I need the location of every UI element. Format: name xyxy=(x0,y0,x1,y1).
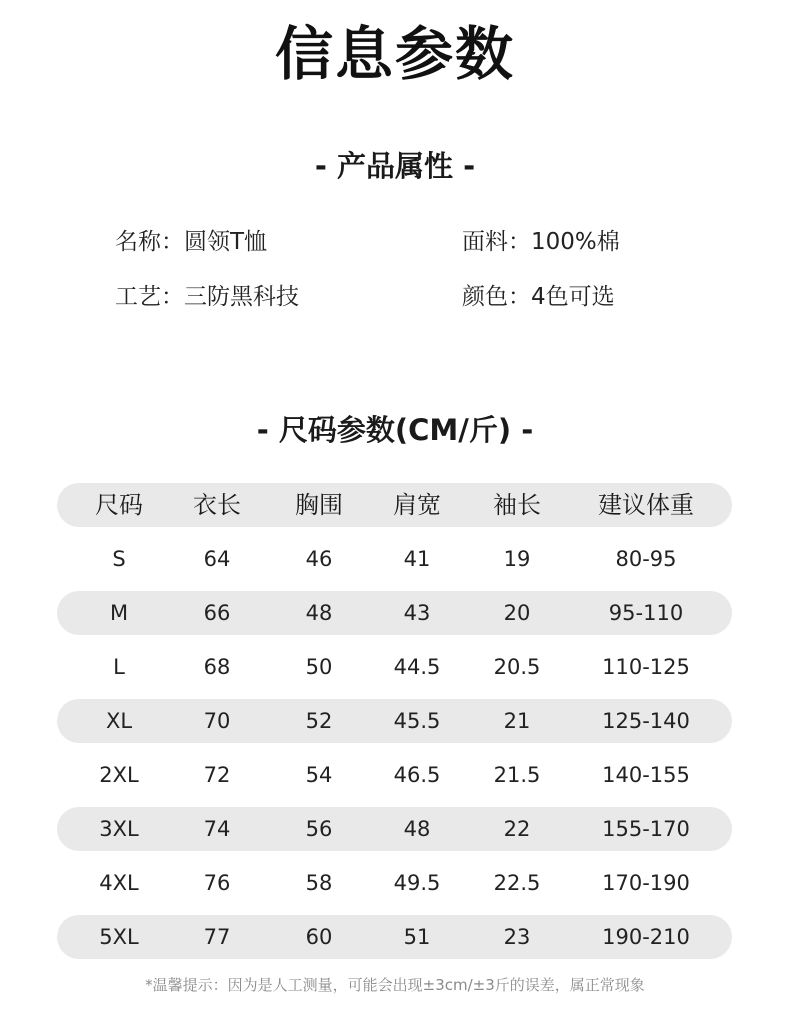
weight-cell: 80-95 xyxy=(615,547,677,571)
table-row xyxy=(57,591,732,635)
attribute-label: 颜色： xyxy=(462,284,531,310)
sleeve-cell: 21.5 xyxy=(493,763,541,787)
table-header-row xyxy=(57,483,732,527)
size-cell: 3XL xyxy=(99,817,139,841)
chest-cell: 60 xyxy=(305,925,333,949)
shoulder-cell: 45.5 xyxy=(393,709,441,733)
sleeve-cell: 22 xyxy=(503,817,531,841)
length-cell: 72 xyxy=(203,763,231,787)
chest-cell: 46 xyxy=(305,547,333,571)
shoulder-cell: 46.5 xyxy=(393,763,441,787)
weight-cell: 95-110 xyxy=(608,601,684,625)
weight-cell: 125-140 xyxy=(602,709,690,733)
chest-cell: 50 xyxy=(305,655,333,679)
length-cell: 66 xyxy=(203,601,231,625)
chest-cell: 48 xyxy=(305,601,333,625)
size-cell: 2XL xyxy=(99,763,139,787)
chest-cell: 56 xyxy=(305,817,333,841)
attribute-value: 100%棉 xyxy=(531,229,620,255)
shoulder-cell: 51 xyxy=(403,925,431,949)
attribute-fabric xyxy=(462,222,620,262)
attribute-row xyxy=(115,222,735,262)
length-cell: 64 xyxy=(203,547,231,571)
sleeve-cell: 23 xyxy=(503,925,531,949)
weight-cell: 190-210 xyxy=(602,925,690,949)
shoulder-cell: 43 xyxy=(403,601,431,625)
length-cell: 70 xyxy=(203,709,231,733)
table-row xyxy=(57,807,732,851)
table-row xyxy=(57,537,732,581)
table-row xyxy=(57,861,732,905)
length-cell: 76 xyxy=(203,871,231,895)
attribute-label: 工艺： xyxy=(115,284,184,310)
page-title: 信息参数 xyxy=(274,20,515,88)
length-cell: 74 xyxy=(203,817,231,841)
column-header-length: 衣长 xyxy=(193,491,241,519)
chest-cell: 52 xyxy=(305,709,333,733)
chest-cell: 54 xyxy=(305,763,333,787)
size-cell: M xyxy=(109,601,129,625)
weight-cell: 170-190 xyxy=(602,871,690,895)
column-header-weight: 建议体重 xyxy=(598,491,694,519)
table-row xyxy=(57,699,732,743)
attribute-label: 面料： xyxy=(462,229,531,255)
size-cell: 4XL xyxy=(99,871,139,895)
sleeve-cell: 22.5 xyxy=(493,871,541,895)
size-cell: S xyxy=(112,547,126,571)
attribute-craft xyxy=(115,277,299,317)
length-cell: 77 xyxy=(203,925,231,949)
weight-cell: 155-170 xyxy=(602,817,690,841)
attribute-color xyxy=(462,277,615,317)
sleeve-cell: 19 xyxy=(503,547,531,571)
product-attributes-heading: - 产品属性 - xyxy=(314,149,476,183)
weight-cell: 110-125 xyxy=(602,655,690,679)
column-header-shoulder: 肩宽 xyxy=(393,491,441,519)
attribute-value: 圆领T恤 xyxy=(184,229,268,255)
chest-cell: 58 xyxy=(305,871,333,895)
attribute-row xyxy=(115,277,735,317)
attribute-label: 名称： xyxy=(115,229,184,255)
size-cell: 5XL xyxy=(99,925,139,949)
shoulder-cell: 48 xyxy=(403,817,431,841)
shoulder-cell: 41 xyxy=(403,547,431,571)
column-header-chest: 胸围 xyxy=(295,491,343,519)
size-cell: XL xyxy=(105,709,133,733)
size-cell: L xyxy=(113,655,125,679)
shoulder-cell: 44.5 xyxy=(393,655,441,679)
table-row xyxy=(57,915,732,959)
measurement-note: *温馨提示：因为是人工测量，可能会出现±3cm/±3斤的误差，属正常现象 xyxy=(145,976,645,994)
column-header-size: 尺码 xyxy=(95,491,143,519)
length-cell: 68 xyxy=(203,655,231,679)
attribute-value: 三防黑科技 xyxy=(184,284,299,310)
column-header-sleeve: 袖长 xyxy=(493,491,541,519)
attribute-name xyxy=(115,222,267,262)
attribute-value: 4色可选 xyxy=(531,284,615,310)
table-row xyxy=(57,645,732,689)
sleeve-cell: 20.5 xyxy=(493,655,541,679)
size-chart-heading: - 尺码参数(CM/斤) - xyxy=(256,413,534,447)
sleeve-cell: 21 xyxy=(503,709,531,733)
table-row xyxy=(57,753,732,797)
shoulder-cell: 49.5 xyxy=(393,871,441,895)
sleeve-cell: 20 xyxy=(503,601,531,625)
weight-cell: 140-155 xyxy=(602,763,690,787)
